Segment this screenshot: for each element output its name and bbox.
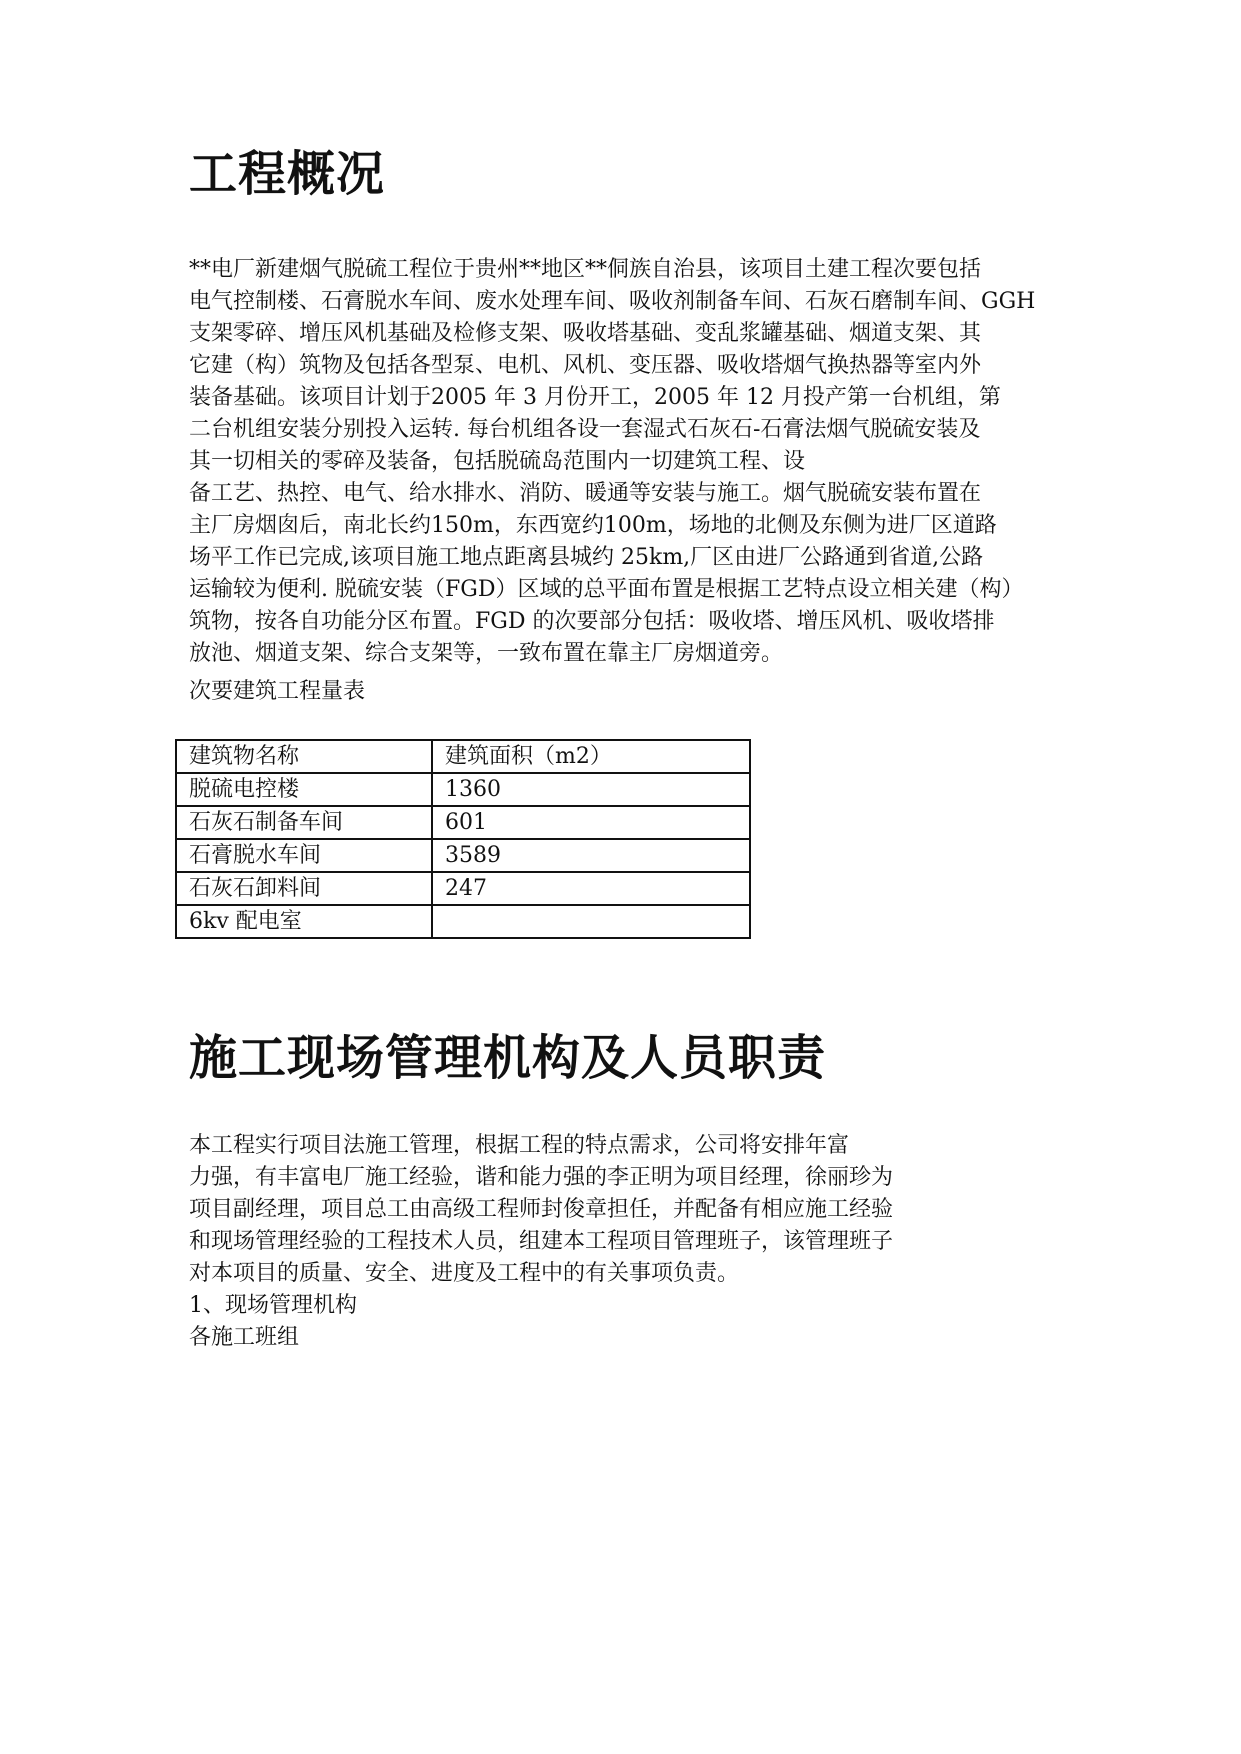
table-cell-area: 1360 bbox=[432, 773, 750, 806]
table-cell-name: 6kv 配电室 bbox=[176, 905, 432, 938]
management-paragraph bbox=[189, 1130, 1089, 1354]
paragraph-line: 装备基础。该项目计划于2005 年 3 月份开工，2005 年 12 月投产第一台机组，第 bbox=[189, 385, 1001, 410]
paragraph-line: 各施工班组 bbox=[189, 1325, 300, 1350]
paragraph-line: 和现场管理经验的工程技术人员，组建本工程项目管理班子，该管理班子 bbox=[189, 1229, 894, 1254]
paragraph-line: 运输较为便利. 脱硫安装（FGD）区域的总平面布置是根据工艺特点设立相关建（构） bbox=[189, 577, 1024, 602]
paragraph-line: 支架零碎、增压风机基础及检修支架、吸收塔基础、变乱浆罐基础、烟道支架、其 bbox=[189, 321, 982, 346]
paragraph-line: 二台机组安装分别投入运转. 每台机组各设一套湿式石灰石-石膏法烟气脱硫安装及 bbox=[189, 417, 981, 442]
paragraph-line: 电气控制楼、石膏脱水车间、废水处理车间、吸收剂制备车间、石灰石磨制车间、GGH bbox=[189, 289, 1036, 314]
section-heading-overview: 工程概况 bbox=[189, 146, 386, 202]
section-heading-management: 施工现场管理机构及人员职责 bbox=[189, 1030, 827, 1086]
table-cell-area bbox=[432, 905, 750, 938]
paragraph-line: **电厂新建烟气脱硫工程位于贵州**地区**侗族自治县，该项目土建工程次要包括 bbox=[189, 257, 982, 282]
table-row bbox=[176, 806, 750, 839]
table-cell-name: 脱硫电控楼 bbox=[176, 773, 432, 806]
table-row bbox=[176, 773, 750, 806]
column-header-floor-area: 建筑面积（m2） bbox=[432, 740, 750, 773]
table-cell-name: 石膏脱水车间 bbox=[176, 839, 432, 872]
paragraph-line: 力强，有丰富电厂施工经验，谐和能力强的李正明为项目经理，徐丽珍为 bbox=[189, 1165, 894, 1190]
table-caption: 次要建筑工程量表 bbox=[189, 679, 366, 704]
overview-paragraph bbox=[189, 254, 1089, 670]
paragraph-line: 项目副经理，项目总工由高级工程师封俊章担任，并配备有相应施工经验 bbox=[189, 1197, 894, 1222]
paragraph-line: 其一切相关的零碎及装备，包括脱硫岛范围内一切建筑工程、设 bbox=[189, 449, 806, 474]
table-cell-area: 601 bbox=[432, 806, 750, 839]
table-cell-name: 石灰石制备车间 bbox=[176, 806, 432, 839]
paragraph-line: 放池、烟道支架、综合支架等，一致布置在靠主厂房烟道旁。 bbox=[189, 641, 784, 666]
paragraph-line: 它建（构）筑物及包括各型泵、电机、风机、变压器、吸收塔烟气换热器等室内外 bbox=[189, 353, 982, 378]
paragraph-line: 对本项目的质量、安全、进度及工程中的有关事项负责。 bbox=[189, 1261, 740, 1286]
table-row bbox=[176, 839, 750, 872]
table-row bbox=[176, 905, 750, 938]
table-row bbox=[176, 872, 750, 905]
table-cell-area: 3589 bbox=[432, 839, 750, 872]
table-header-row bbox=[176, 740, 750, 773]
column-header-building-name: 建筑物名称 bbox=[176, 740, 432, 773]
subheading-line: 1、现场管理机构 bbox=[189, 1293, 357, 1318]
paragraph-line: 筑物，按各自功能分区布置。FGD 的次要部分包括：吸收塔、增压风机、吸收塔排 bbox=[189, 609, 995, 634]
building-quantity-table bbox=[175, 739, 751, 939]
table-cell-area: 247 bbox=[432, 872, 750, 905]
paragraph-line: 备工艺、热控、电气、给水排水、消防、暖通等安装与施工。烟气脱硫安装布置在 bbox=[189, 481, 982, 506]
table-cell-name: 石灰石卸料间 bbox=[176, 872, 432, 905]
paragraph-line: 本工程实行项目法施工管理，根据工程的特点需求，公司将安排年富 bbox=[189, 1133, 850, 1158]
paragraph-line: 场平工作已完成,该项目施工地点距离县城约 25km,厂区由进厂公路通到省道,公路 bbox=[189, 545, 984, 570]
paragraph-line: 主厂房烟囱后，南北长约150m，东西宽约100m，场地的北侧及东侧为进厂区道路 bbox=[189, 513, 997, 538]
